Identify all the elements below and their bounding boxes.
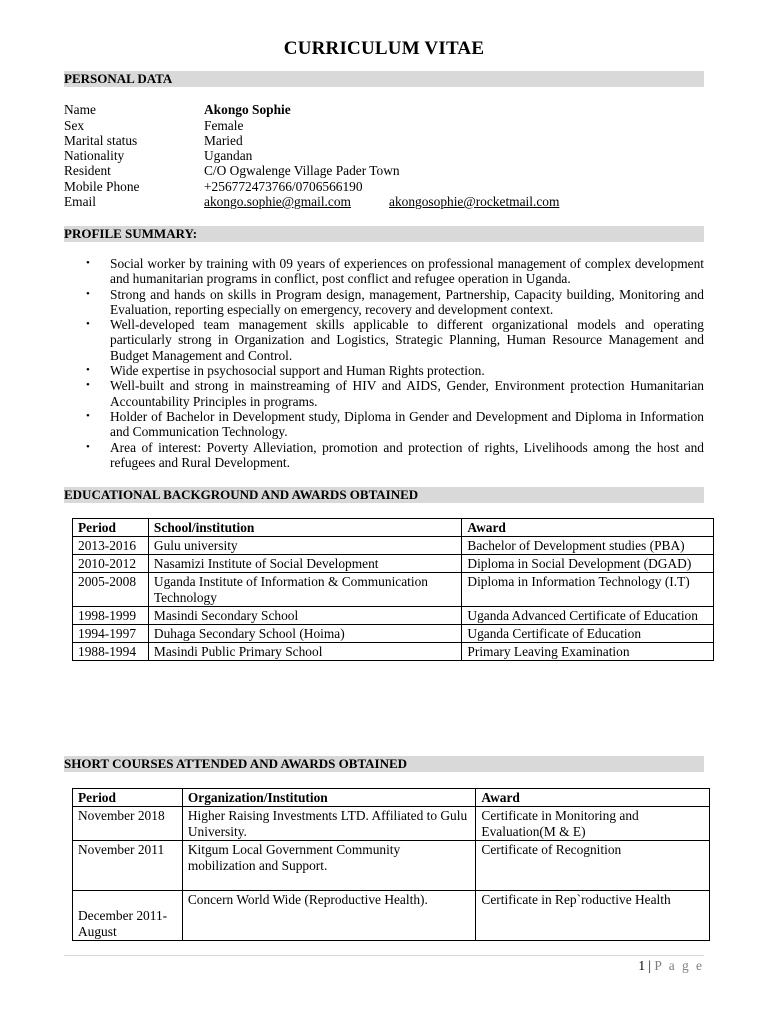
bullet: • — [86, 379, 90, 392]
bullet: • — [86, 440, 90, 453]
column-header-organization: Organization/Institution — [182, 789, 476, 807]
table-row — [73, 807, 710, 841]
personal-label: Nationality — [64, 148, 125, 163]
cell-award: Uganda Advanced Certificate of Education — [462, 607, 714, 625]
personal-data-heading: PERSONAL DATA — [64, 71, 704, 87]
short-courses-table — [72, 788, 710, 941]
cell-period: November 2018 — [73, 807, 183, 841]
personal-value: Maried — [204, 133, 243, 148]
cell-school: Masindi Public Primary School — [148, 643, 461, 661]
column-header-award: Award — [476, 789, 710, 807]
profile-summary-list — [64, 256, 704, 470]
column-header-award: Award — [462, 519, 714, 537]
table-row — [73, 625, 714, 643]
cell-award: Diploma in Information Technology (I.T) — [462, 573, 714, 607]
cell-award: Uganda Certificate of Education — [462, 625, 714, 643]
short-courses-heading: SHORT COURSES ATTENDED AND AWARDS OBTAINED — [64, 756, 704, 772]
profile-item-text: Wide expertise in psychosocial support and Human Rights protection. — [110, 363, 485, 379]
email-link-rocketmail[interactable]: akongosophie@rocketmail.com — [389, 194, 560, 209]
profile-item-text: Social worker by training with 09 years of experiences on professional management of complex development and humanitarian programs in conflict, post conflict and refugee operation in Uganda. — [110, 256, 704, 287]
page-number: 1 — [638, 958, 646, 973]
personal-value: Female — [204, 118, 244, 133]
cell-period: 1994-1997 — [73, 625, 149, 643]
cell-period: December 2011-August — [73, 891, 183, 941]
cell-award: Certificate in Monitoring and Evaluation(M & E) — [476, 807, 710, 841]
table-row — [73, 607, 714, 625]
footer-separator: | — [648, 958, 652, 973]
table-header-row — [73, 789, 710, 807]
cell-period: 2010-2012 — [73, 555, 149, 573]
profile-item-text: Strong and hands on skills in Program design, management, Partnership, Capacity building, Monitoring and Evaluation, reporting especially on emergency, recovery and development context. — [110, 286, 704, 317]
bullet: • — [86, 287, 90, 300]
list-item — [64, 363, 704, 378]
profile-summary-heading: PROFILE SUMMARY: — [64, 226, 704, 242]
table-row — [73, 891, 710, 941]
footer-divider — [64, 955, 704, 956]
table-row — [73, 537, 714, 555]
cell-period: 2005-2008 — [73, 573, 149, 607]
bullet: • — [86, 318, 90, 331]
page-word: P a g e — [654, 958, 704, 973]
list-item — [64, 378, 704, 409]
personal-label: Mobile Phone — [64, 179, 140, 194]
cell-school: Uganda Institute of Information & Communication Technology — [148, 573, 461, 607]
education-heading: EDUCATIONAL BACKGROUND AND AWARDS OBTAINED — [64, 487, 704, 503]
cell-school: Duhaga Secondary School (Hoima) — [148, 625, 461, 643]
profile-item-text: Well-developed team management skills applicable to different organizational models and operating particularly strong in Organization and Logistics, Strategic Planning, Human Resource Management and Budget Management and Control. — [110, 317, 704, 363]
bullet: • — [86, 257, 90, 269]
cell-award: Bachelor of Development studies (PBA) — [462, 537, 714, 555]
cell-period: 2013-2016 — [73, 537, 149, 555]
personal-value: +256772473766/0706566190 — [204, 179, 363, 194]
personal-label: Marital status — [64, 133, 138, 148]
personal-value: Ugandan — [204, 148, 253, 163]
column-header-school: School/institution — [148, 519, 461, 537]
cell-organization: Higher Raising Investments LTD. Affiliated to Gulu University. — [182, 807, 476, 841]
list-item — [64, 440, 704, 471]
cell-period: November 2011 — [73, 841, 183, 891]
cell-award: Primary Leaving Examination — [462, 643, 714, 661]
personal-label: Sex — [64, 118, 85, 133]
profile-item-text: Holder of Bachelor in Development study, Diploma in Gender and Development and Diploma in Information and Communication Technology. — [110, 408, 704, 440]
cell-school: Nasamizi Institute of Social Development — [148, 555, 461, 573]
table-row — [73, 643, 714, 661]
table-header-row — [73, 519, 714, 537]
cell-period: 1988-1994 — [73, 643, 149, 661]
personal-label: Name — [64, 102, 96, 117]
profile-item-text: Area of interest: Poverty Alleviation, promotion and protection of rights, Livelihoods among the host and refugees and Rural Development. — [110, 439, 704, 470]
page-footer — [638, 958, 704, 974]
personal-label: Resident — [64, 163, 111, 178]
document-title: CURRICULUM VITAE — [283, 38, 485, 59]
personal-value: Akongo Sophie — [204, 102, 291, 117]
personal-value: C/O Ogwalenge Village Pader Town — [204, 163, 400, 178]
list-item — [64, 317, 704, 363]
email-link-gmail[interactable]: akongo.sophie@gmail.com — [204, 194, 351, 209]
table-row — [73, 841, 710, 891]
education-table — [72, 518, 714, 661]
cell-organization: Concern World Wide (Reproductive Health). — [182, 891, 476, 941]
column-header-period: Period — [73, 789, 183, 807]
cell-award: Certificate in Rep`roductive Health — [476, 891, 710, 941]
cell-period: 1998-1999 — [73, 607, 149, 625]
list-item — [64, 409, 704, 440]
bullet: • — [86, 364, 90, 377]
column-header-period: Period — [73, 519, 149, 537]
bullet: • — [86, 409, 90, 422]
list-item — [64, 256, 704, 287]
cell-award: Certificate of Recognition — [476, 841, 710, 891]
cell-award: Diploma in Social Development (DGAD) — [462, 555, 714, 573]
cell-school: Masindi Secondary School — [148, 607, 461, 625]
profile-item-text: Well-built and strong in mainstreaming of HIV and AIDS, Gender, Environment protection Humanitarian Accountability Principles in programs. — [110, 378, 704, 409]
table-row — [73, 573, 714, 607]
list-item — [64, 287, 704, 318]
cell-school: Gulu university — [148, 537, 461, 555]
personal-label: Email — [64, 194, 96, 209]
cell-organization: Kitgum Local Government Community mobilization and Support. — [182, 841, 476, 891]
table-row — [73, 555, 714, 573]
